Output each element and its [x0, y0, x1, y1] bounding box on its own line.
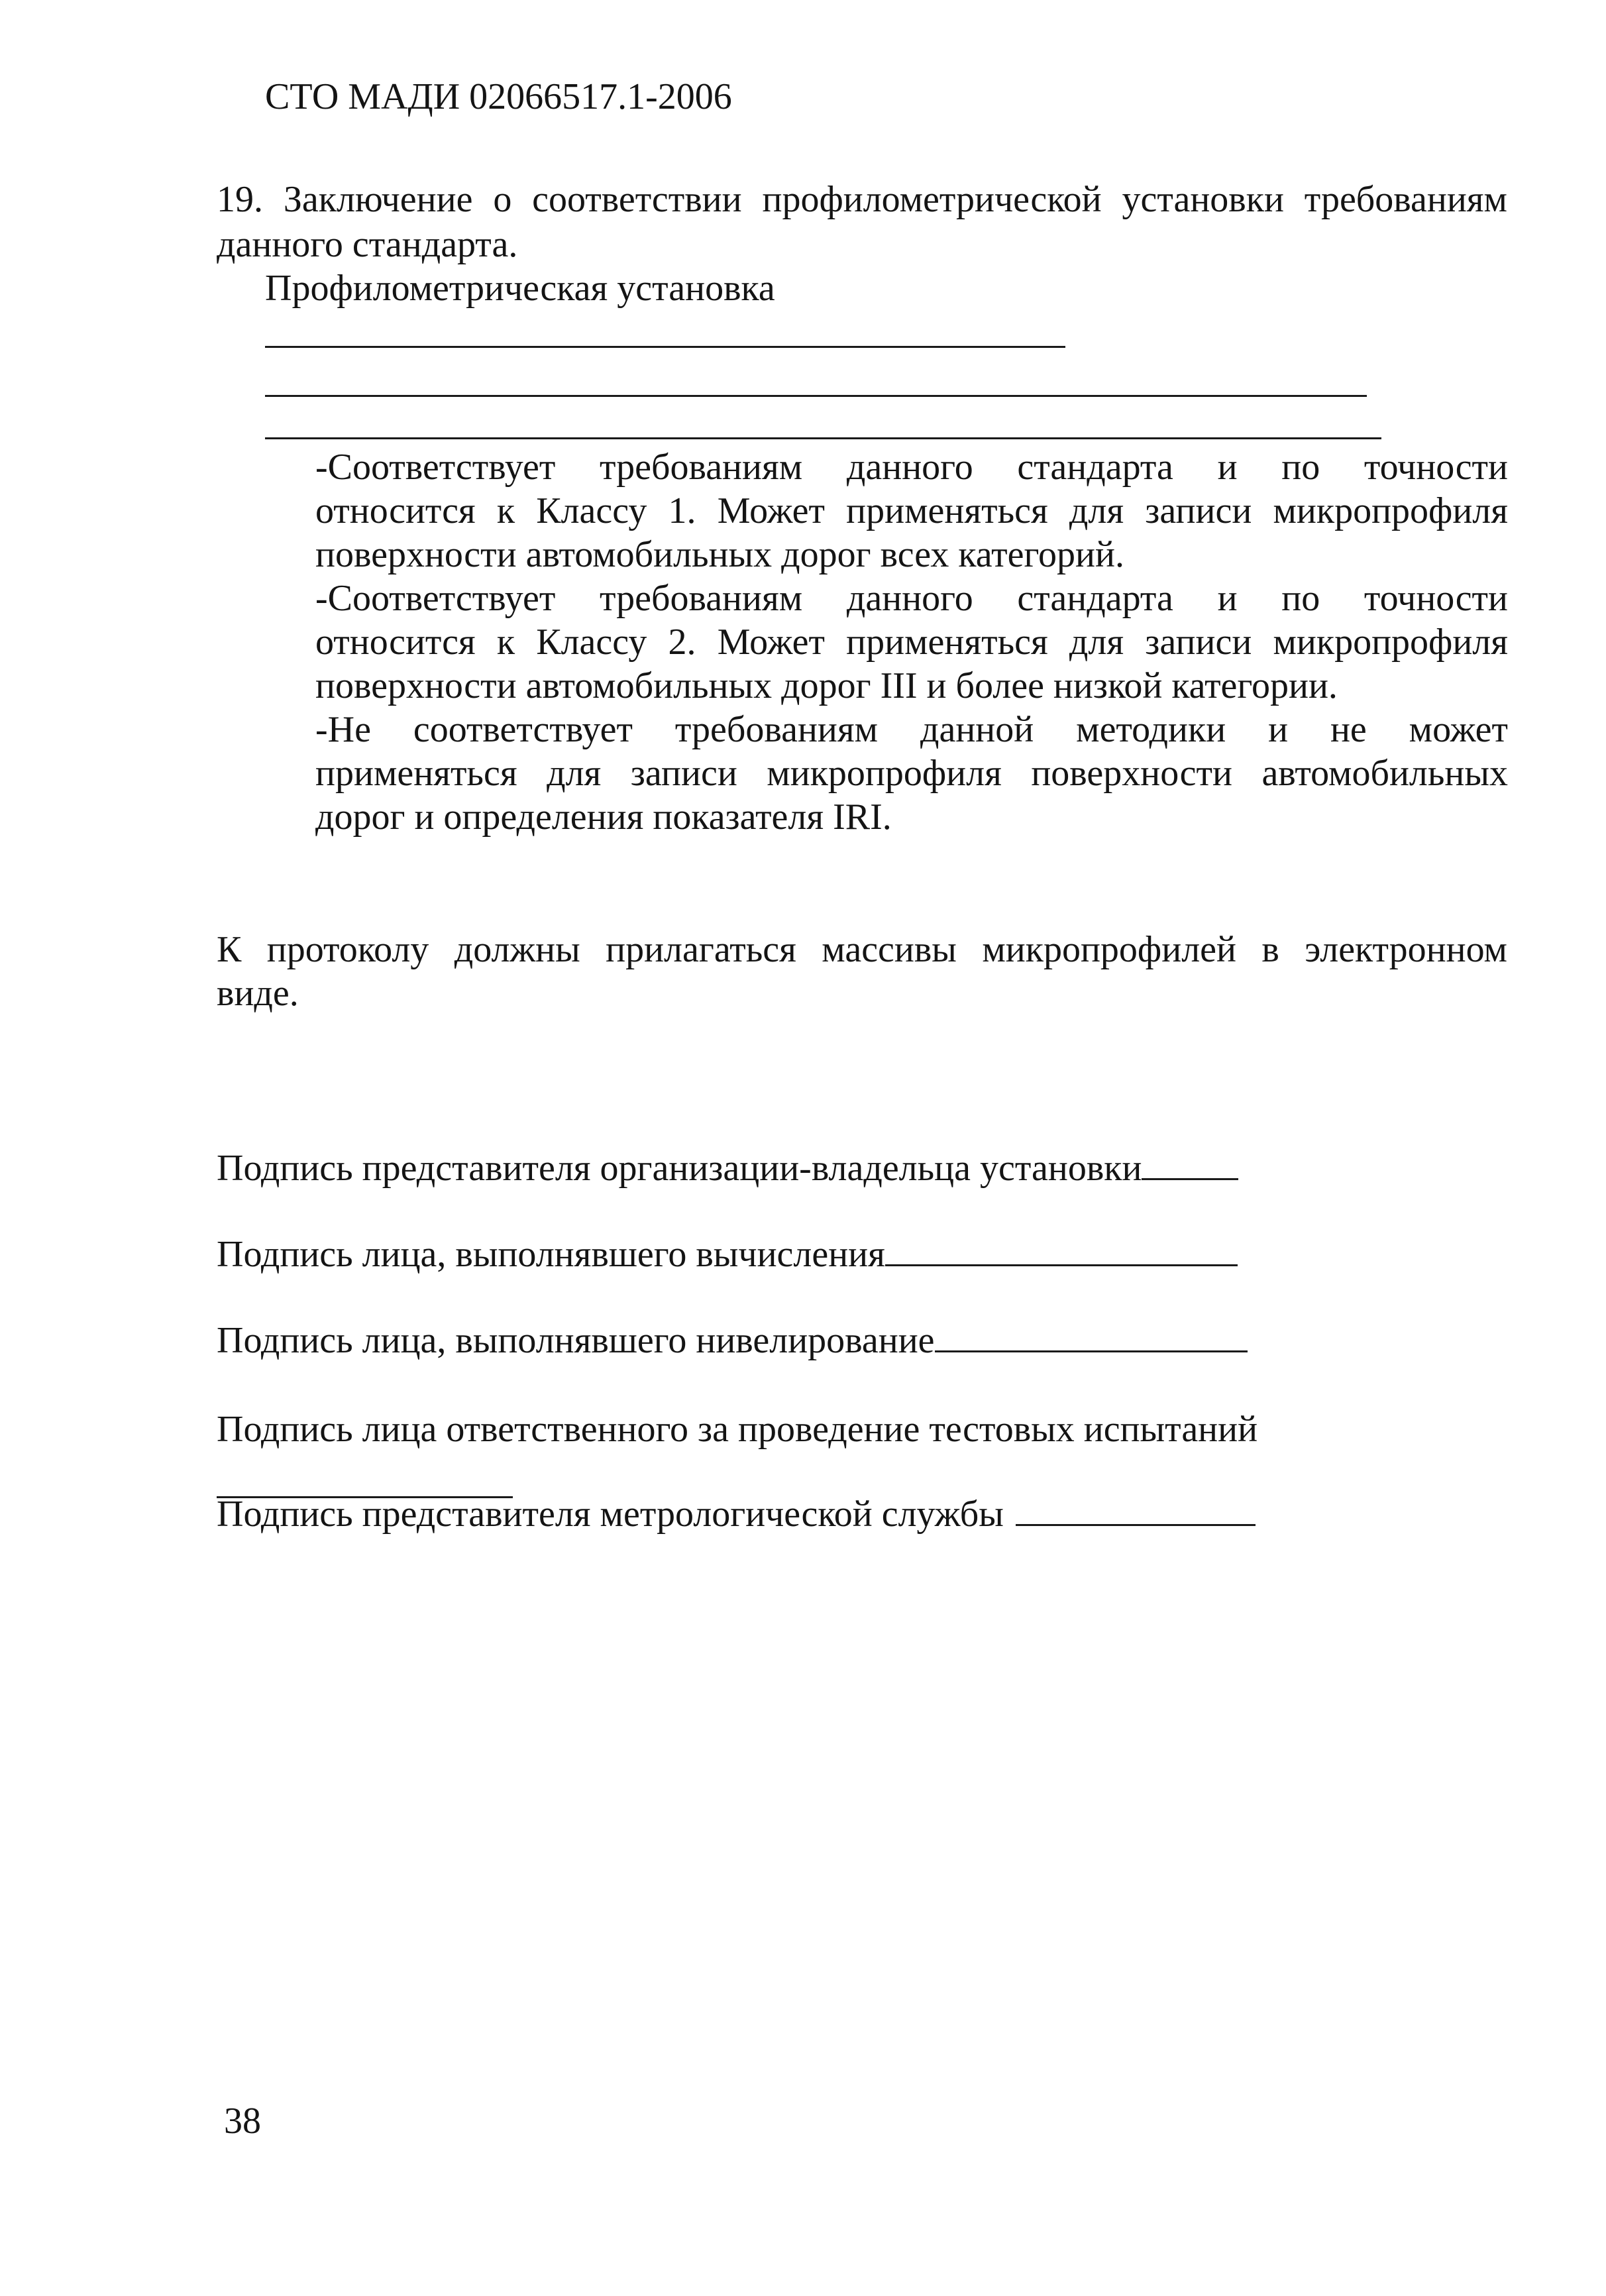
page-number: 38	[224, 2101, 261, 2142]
option-3-line-3: дорог и определения показателя IRI.	[315, 796, 892, 838]
section-heading-line-2: данного стандарта.	[217, 224, 518, 265]
option-2-line-1: -Соответствует требованиям данного стандарта и по точности	[315, 578, 1508, 619]
unit-name-blank-line-2[interactable]	[265, 395, 1367, 397]
option-3-line-1: -Не соответствует требованиям данной методики и не может	[315, 709, 1508, 750]
signature-owner-blank[interactable]	[1142, 1146, 1238, 1180]
signature-owner-representative	[217, 1146, 1238, 1190]
signature-test-responsible-label: Подпись лица ответственного за проведение тестовых испытаний	[217, 1409, 1258, 1450]
signature-leveling-blank[interactable]	[935, 1319, 1248, 1352]
option-2-line-2: относится к Классу 2. Может применяться для записи микропрофиля	[315, 622, 1508, 663]
option-1-line-2: относится к Классу 1. Может применяться для записи микропрофиля	[315, 490, 1508, 531]
signature-metrology-representative	[217, 1492, 1256, 1536]
attachment-note-line-2: виде.	[217, 973, 299, 1014]
unit-name-blank-line-1[interactable]	[265, 346, 1065, 348]
section-heading-line-1: 19. Заключение о соответствии профилометрической установки требованиям	[217, 179, 1507, 220]
signature-metrology-blank[interactable]	[1016, 1492, 1256, 1526]
unit-name-blank-line-3[interactable]	[265, 437, 1381, 439]
signature-leveling-person	[217, 1319, 1248, 1362]
signature-calculation-person	[217, 1232, 1238, 1276]
signature-calc-label: Подпись лица, выполнявшего вычисления	[217, 1234, 885, 1275]
option-1-line-1: -Соответствует требованиям данного стандарта и по точности	[315, 447, 1508, 488]
option-3-line-2: применяться для записи микропрофиля поверхности автомобильных	[315, 753, 1508, 794]
signature-leveling-label: Подпись лица, выполнявшего нивелирование	[217, 1320, 935, 1361]
unit-label: Профилометрическая установка	[265, 268, 775, 309]
option-1-line-3: поверхности автомобильных дорог всех категорий.	[315, 534, 1124, 575]
attachment-note-line-1: К протоколу должны прилагаться массивы микропрофилей в электронном	[217, 929, 1507, 970]
signature-owner-label: Подпись представителя организации-владельца установки	[217, 1148, 1142, 1189]
document-code: СТО МАДИ 02066517.1-2006	[265, 76, 732, 117]
signature-metrology-label: Подпись представителя метрологической службы	[217, 1494, 1004, 1535]
option-2-line-3: поверхности автомобильных дорог III и более низкой категории.	[315, 665, 1338, 706]
signature-calc-blank[interactable]	[885, 1232, 1238, 1266]
